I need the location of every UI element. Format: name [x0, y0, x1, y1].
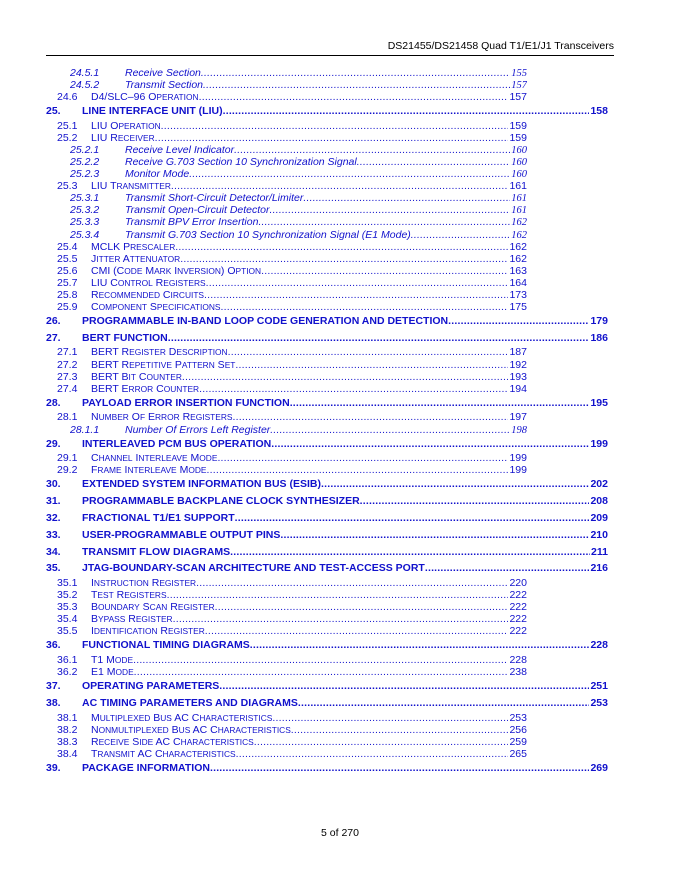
toc-entry-number: 36. [46, 639, 61, 652]
toc-entry-number: 27.2 [57, 358, 78, 371]
toc-entry-page: 160 [511, 145, 527, 157]
toc-entry-25[interactable] [46, 105, 608, 119]
toc-entry-number: 38.2 [57, 723, 78, 736]
toc-entry-number: 35.1 [57, 577, 78, 590]
toc-entry-page: 160 [511, 169, 527, 181]
toc-entry-title: MCLK PRESCALER [91, 240, 176, 253]
toc-entry-title: EXTENDED SYSTEM INFORMATION BUS (ESIB) [82, 478, 321, 491]
toc-entry-title: INSTRUCTION REGISTER [91, 577, 197, 590]
toc-entry-page: 222 [509, 613, 527, 626]
toc-entry-page: 173 [509, 288, 527, 301]
dot-leader [233, 411, 509, 423]
toc-entry-number: 25.2.2 [70, 156, 100, 169]
toc-entry-page: 251 [590, 680, 608, 693]
toc-entry-number: 25.2.3 [70, 168, 100, 181]
dot-leader [210, 762, 590, 774]
toc-entry-31[interactable] [46, 495, 608, 509]
toc-entry-title: LIU TRANSMITTER [91, 180, 171, 193]
toc-entry-number: 25.9 [57, 300, 78, 313]
toc-entry-title: PROGRAMMABLE BACKPLANE CLOCK SYNTHESIZER [82, 495, 360, 508]
toc-entry-page: 199 [590, 437, 608, 450]
toc-entry-37[interactable] [46, 680, 608, 694]
dot-leader [219, 680, 589, 692]
toc-entry-page: 158 [590, 105, 608, 118]
toc-entry-35[interactable] [46, 562, 608, 576]
toc-entry-page: 161 [509, 180, 527, 193]
toc-entry-number: 28. [46, 396, 61, 409]
toc-entry-page: 198 [511, 424, 527, 436]
document-title: DS21455/DS21458 Quad T1/E1/J1 Transceivers [387, 40, 614, 52]
toc-entry-title: USER-PROGRAMMABLE OUTPUT PINS [82, 528, 281, 541]
toc-entry-title: Transmit Short-Circuit Detector/Limiter [125, 192, 304, 205]
toc-entry-title: COMPONENT SPECIFICATIONS [91, 300, 221, 313]
toc-entry-page: 253 [590, 697, 608, 709]
toc-entry-title: Transmit BPV Error Insertion [125, 216, 259, 229]
toc-entry-28[interactable] [46, 397, 608, 411]
toc-entry-number: 35. [46, 562, 61, 575]
toc-entry-number: 29. [46, 437, 61, 450]
toc-entry-page: 192 [509, 358, 527, 371]
toc-entry-page: 220 [509, 577, 527, 590]
toc-entry-number: 25.2.1 [70, 144, 100, 157]
toc-entry-title: JITTER ATTENUATOR [91, 252, 181, 265]
toc-entry-page: 162 [509, 240, 527, 253]
toc-entry-number: 30. [46, 478, 61, 491]
toc-entry-number: 25. [46, 105, 61, 118]
dot-leader [161, 120, 509, 132]
toc-entry-number: 35.4 [57, 613, 78, 626]
toc-entry-number: 27.3 [57, 370, 78, 383]
dot-leader [425, 562, 590, 574]
dot-leader [175, 241, 508, 253]
dot-leader [291, 724, 509, 736]
toc-entry-title: MULTIPLEXED BUS AC CHARACTERISTICS [91, 711, 273, 724]
page-number: 5 of 270 [321, 827, 359, 839]
toc-entry-title: D4/SLC–96 OPERATION [91, 91, 199, 104]
toc-entry-title: LIU OPERATION [91, 120, 161, 132]
toc-entry-number: 25.2 [57, 132, 78, 144]
toc-entry-number: 38. [46, 697, 61, 709]
toc-entry-page: 160 [511, 157, 527, 169]
toc-entry-39[interactable] [46, 762, 608, 776]
toc-entry-title: TRANSMIT AC CHARACTERISTICS [91, 748, 236, 760]
toc-entry-34[interactable] [46, 546, 608, 560]
dot-leader [270, 204, 511, 216]
toc-entry-page: 162 [511, 217, 527, 229]
dot-leader [204, 289, 508, 301]
toc-entry-page: 216 [590, 562, 608, 575]
toc-entry-title: PAYLOAD ERROR INSERTION FUNCTION [82, 396, 290, 409]
dot-leader [221, 301, 509, 313]
toc-entry-title: NONMULTIPLEXED BUS AC CHARACTERISTICS [91, 723, 291, 736]
toc-entry-title: FRACTIONAL T1/E1 SUPPORT [82, 511, 235, 524]
toc-entry-page: 161 [511, 205, 527, 217]
toc-entry-page: 199 [509, 464, 527, 477]
toc-entry-title: AC TIMING PARAMETERS AND DIAGRAMS [82, 697, 298, 709]
toc-entry-title: Receive G.703 Section 10 Synchronization Signal [125, 156, 357, 169]
dot-leader [250, 639, 590, 651]
toc-entry-title: BOUNDARY SCAN REGISTER [91, 601, 215, 614]
toc-entry-page: 228 [509, 654, 527, 667]
toc-entry-title: CHANNEL INTERLEAVE MODE [91, 452, 218, 465]
toc-entry-page: 175 [509, 300, 527, 313]
dot-leader [133, 654, 508, 666]
dot-leader [448, 315, 589, 327]
toc-entry-title: BERT REGISTER DESCRIPTION [91, 346, 228, 359]
toc-entry-title: CMI (CODE MARK INVERSION) OPTION [91, 264, 262, 277]
toc-entry-number: 25.6 [57, 264, 78, 277]
toc-entry-26[interactable] [46, 315, 608, 329]
toc-entry-page: 163 [509, 264, 527, 277]
toc-entry-page: 195 [590, 396, 608, 409]
dot-leader [155, 132, 509, 144]
toc-entry-24-6[interactable] [57, 91, 527, 105]
toc-entry-title: TRANSMIT FLOW DIAGRAMS [82, 545, 231, 558]
toc-entry-number: 25.3 [57, 180, 78, 193]
toc-entry-title: PACKAGE INFORMATION [82, 762, 210, 774]
toc-entry-title: BERT REPETITIVE PATTERN SET [91, 358, 236, 371]
toc-entry-number: 29.1 [57, 452, 78, 465]
toc-entry-title: FUNCTIONAL TIMING DIAGRAMS [82, 639, 250, 652]
toc-entry-36[interactable] [46, 639, 608, 653]
toc-entry-title: RECEIVE SIDE AC CHARACTERISTICS [91, 736, 254, 748]
toc-entry-page: 210 [590, 528, 608, 541]
toc-entry-25-9[interactable] [57, 301, 527, 315]
dot-leader [261, 265, 508, 277]
toc-entry-page: 209 [590, 511, 608, 524]
toc-entry-number: 38.1 [57, 711, 78, 724]
toc-entry-title: Transmit Open-Circuit Detector [125, 204, 270, 217]
toc-entry-page: 159 [509, 120, 527, 132]
toc-entry-page: 199 [509, 452, 527, 465]
toc-entry-number: 28.1 [57, 411, 78, 424]
toc-entry-number: 25.4 [57, 240, 78, 253]
toc-entry-27[interactable] [46, 332, 608, 346]
dot-leader [230, 546, 590, 558]
dot-leader [180, 253, 508, 265]
toc-entry-number: 25.5 [57, 252, 78, 265]
dot-leader [203, 79, 510, 91]
dot-leader [235, 359, 508, 371]
toc-entry-page: 197 [509, 411, 527, 424]
toc-entry-number: 31. [46, 495, 61, 508]
toc-entry-title: Transmit G.703 Section 10 Synchronization Signal (E1 Mode) [125, 228, 411, 241]
toc-entry-title: IDENTIFICATION REGISTER [91, 625, 205, 638]
toc-entry-page: 155 [511, 68, 527, 79]
toc-entry-page: 187 [509, 346, 527, 359]
dot-leader [217, 452, 508, 464]
toc-entry-27-4[interactable] [57, 383, 527, 397]
dot-leader [321, 478, 589, 490]
toc-entry-number: 26. [46, 314, 61, 327]
toc-entry-number: 35.5 [57, 625, 78, 638]
toc-entry-title: Receive Level Indicator [125, 144, 235, 157]
dot-leader [303, 192, 510, 204]
dot-leader [134, 666, 509, 678]
toc-entry-title: E1 MODE [91, 666, 134, 679]
toc-entry-32[interactable] [46, 512, 608, 526]
dot-leader [290, 397, 590, 409]
dot-leader [167, 589, 509, 601]
toc-entry-29[interactable] [46, 438, 608, 452]
dot-leader [258, 216, 510, 228]
dot-leader [206, 277, 509, 289]
dot-leader [360, 495, 590, 507]
toc-entry-page: 211 [591, 545, 608, 558]
toc-entry-number: 25.8 [57, 288, 78, 301]
dot-leader [189, 168, 510, 180]
toc-entry-number: 27.1 [57, 346, 78, 359]
toc-entry-number: 36.2 [57, 666, 78, 679]
toc-entry-title: Monitor Mode [125, 168, 190, 181]
toc-entry-title: BERT FUNCTION [82, 331, 168, 344]
toc-entry-30[interactable] [46, 478, 608, 492]
dot-leader [171, 180, 509, 192]
dot-leader [199, 383, 508, 395]
toc-entry-title: OPERATING PARAMETERS [82, 680, 220, 693]
dot-leader [168, 332, 590, 344]
toc-entry-title: BERT ERROR COUNTER [91, 382, 200, 395]
toc-entry-number: 25.3.4 [70, 228, 100, 241]
toc-entry-number: 33. [46, 528, 61, 541]
toc-entry-page: 164 [509, 276, 527, 289]
toc-entry-number: 38.3 [57, 736, 78, 748]
dot-leader [272, 712, 508, 724]
toc-entry-number: 25.7 [57, 276, 78, 289]
toc-entry-33[interactable] [46, 529, 608, 543]
toc-entry-page: 162 [509, 252, 527, 265]
toc-entry-number: 36.1 [57, 654, 78, 667]
toc-entry-title: RECOMMENDED CIRCUITS [91, 288, 205, 301]
toc-entry-number: 25.3.1 [70, 192, 100, 205]
dot-leader [173, 613, 509, 625]
toc-entry-36-2[interactable] [57, 666, 527, 680]
toc-entry-page: 256 [509, 723, 527, 736]
toc-entry-page: 269 [590, 762, 608, 774]
toc-entry-page: 222 [509, 589, 527, 602]
toc-entry-title: JTAG-BOUNDARY-SCAN ARCHITECTURE AND TEST-ACCESS PORT [82, 562, 425, 575]
dot-leader [357, 156, 511, 168]
toc-entry-title: INTERLEAVED PCM BUS OPERATION [82, 437, 272, 450]
toc-entry-title: NUMBER OF ERROR REGISTERS [91, 411, 233, 424]
toc-entry-38[interactable] [46, 697, 608, 711]
toc-entry-page: 238 [509, 666, 527, 679]
toc-entry-title: PROGRAMMABLE IN-BAND LOOP CODE GENERATION AND DETECTION [82, 314, 449, 327]
toc-entry-number: 35.3 [57, 601, 78, 614]
dot-leader [270, 424, 510, 436]
toc-entry-page: 222 [509, 625, 527, 638]
toc-entry-number: 24.6 [57, 91, 78, 104]
dot-leader [206, 464, 508, 476]
toc-entry-number: 25.3.2 [70, 204, 100, 217]
toc-entry-38-4[interactable] [57, 748, 527, 762]
toc-entry-title: LIU RECEIVER [91, 132, 155, 144]
dot-leader [280, 529, 589, 541]
toc-entry-35-5[interactable] [57, 625, 527, 639]
dot-leader [235, 512, 590, 524]
toc-entry-title: LIU CONTROL REGISTERS [91, 276, 206, 289]
toc-entry-number: 24.5.1 [70, 67, 100, 79]
dot-leader [254, 736, 509, 748]
toc-entry-page: 179 [590, 314, 608, 327]
toc-entry-title: TEST REGISTERS [91, 589, 167, 602]
dot-leader [201, 67, 510, 79]
toc-entry-page: 193 [509, 370, 527, 383]
toc-entry-29-2[interactable] [57, 464, 527, 478]
toc-entry-page: 253 [509, 711, 527, 724]
toc-entry-page: 157 [509, 91, 527, 104]
toc-entry-number: 25.1 [57, 120, 78, 132]
toc-entry-title: Receive Section [125, 67, 201, 79]
toc-entry-page: 194 [509, 382, 527, 395]
toc-entry-page: 159 [509, 132, 527, 144]
dot-leader [228, 346, 509, 358]
dot-leader [271, 438, 589, 450]
toc-entry-page: 186 [590, 331, 608, 344]
dot-leader [182, 371, 509, 383]
toc-entry-number: 29.2 [57, 464, 78, 477]
dot-leader [236, 748, 509, 760]
toc-entry-number: 35.2 [57, 589, 78, 602]
toc-entry-page: 228 [590, 639, 608, 652]
toc-entry-title: FRAME INTERLEAVE MODE [91, 464, 207, 477]
toc-entry-number: 38.4 [57, 748, 78, 760]
toc-entry-page: 208 [590, 495, 608, 508]
toc-entry-title: LINE INTERFACE UNIT (LIU) [82, 105, 223, 118]
dot-leader [196, 577, 508, 589]
toc-entry-28-1-1[interactable] [70, 424, 527, 438]
dot-leader [411, 229, 510, 241]
toc-entry-title: BYPASS REGISTER [91, 613, 173, 626]
toc-entry-page: 259 [509, 736, 527, 748]
toc-entry-number: 27. [46, 331, 61, 344]
toc-entry-page: 202 [590, 478, 608, 491]
toc-entry-number: 39. [46, 762, 61, 774]
toc-entry-title: Transmit Section [125, 79, 203, 92]
dot-leader [205, 625, 509, 637]
toc-entry-title: BERT BIT COUNTER [91, 370, 182, 383]
toc-entry-page: 162 [511, 229, 527, 241]
toc-entry-title: Number Of Errors Left Register [125, 423, 271, 436]
toc-entry-page: 222 [509, 601, 527, 614]
toc-entry-page: 157 [511, 80, 527, 92]
dot-leader [223, 105, 590, 117]
toc-entry-page: 161 [511, 193, 527, 205]
toc-entry-number: 24.5.2 [70, 79, 100, 92]
toc-entry-number: 27.4 [57, 382, 78, 395]
dot-leader [199, 91, 509, 103]
toc-entry-page: 265 [509, 748, 527, 760]
toc-entry-title: T1 MODE [91, 654, 134, 667]
dot-leader [234, 144, 510, 156]
toc-entry-number: 25.3.3 [70, 216, 100, 229]
toc-entry-number: 32. [46, 511, 61, 524]
toc-entry-number: 34. [46, 545, 61, 558]
toc-entry-number: 28.1.1 [70, 423, 100, 436]
dot-leader [215, 601, 509, 613]
dot-leader [298, 697, 590, 709]
toc-entry-number: 37. [46, 680, 61, 693]
